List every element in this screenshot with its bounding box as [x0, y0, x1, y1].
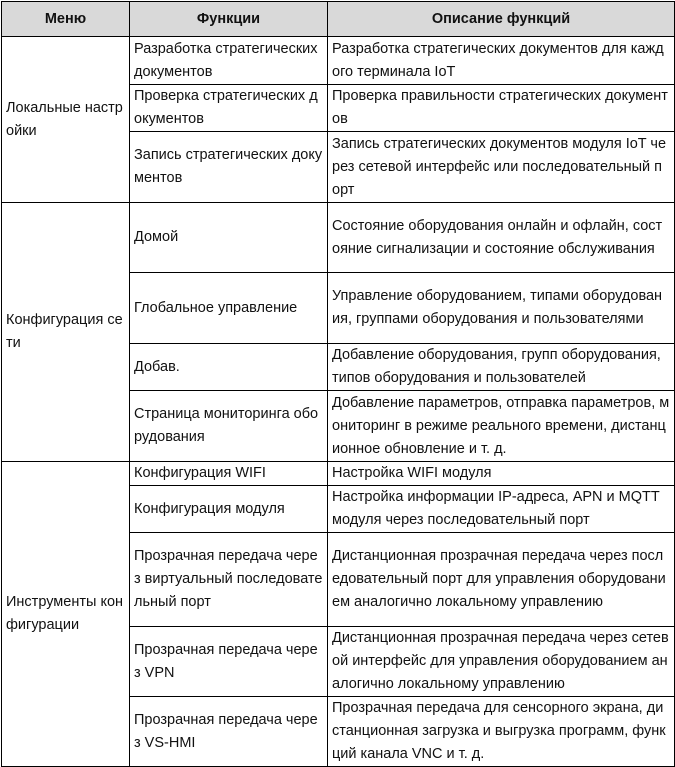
- function-cell: Разработка стратегических документов: [130, 37, 328, 85]
- table-row: [2, 203, 675, 273]
- function-cell: Глобальное управление: [130, 273, 328, 344]
- menu-cell-local-settings: Локальные настройки: [2, 37, 130, 203]
- menu-cell-config-tools: Инструменты конфигурации: [2, 462, 130, 767]
- function-cell: Прозрачная передача через виртуальный последовательный порт: [130, 533, 328, 627]
- function-cell: Страница мониторинга оборудования: [130, 391, 328, 462]
- table-row: [2, 37, 675, 85]
- description-cell: Добавление оборудования, групп оборудования, типов оборудования и пользователей: [328, 344, 675, 391]
- function-cell: Конфигурация модуля: [130, 486, 328, 533]
- description-cell: Дистанционная прозрачная передача через сетевой интерфейс для управления оборудованием аналогично локальному управлению: [328, 627, 675, 697]
- description-cell: Разработка стратегических документов для каждого терминала IoT: [328, 37, 675, 85]
- description-cell: Проверка правильности стратегических документов: [328, 85, 675, 132]
- description-cell: Прозрачная передача для сенсорного экрана, дистанционная загрузка и выгрузка программ, функций канала VNC и т. д.: [328, 697, 675, 767]
- function-cell: Добав.: [130, 344, 328, 391]
- description-cell: Добавление параметров, отправка параметров, мониторинг в режиме реального времени, дистанционное обновление и т. д.: [328, 391, 675, 462]
- description-cell: Управление оборудованием, типами оборудования, группами оборудования и пользователями: [328, 273, 675, 344]
- function-cell: Прозрачная передача через VPN: [130, 627, 328, 697]
- menu-cell-network-config: Конфигурация сети: [2, 203, 130, 462]
- function-cell: Конфигурация WIFI: [130, 462, 328, 486]
- header-functions: Функции: [130, 2, 328, 37]
- description-cell: Дистанционная прозрачная передача через последовательный порт для управления оборудованием аналогично локальному управлению: [328, 533, 675, 627]
- function-cell: Прозрачная передача через VS-HMI: [130, 697, 328, 767]
- header-description: Описание функций: [328, 2, 675, 37]
- header-row: [2, 2, 675, 37]
- description-cell: Настройка информации IP-адреса, APN и MQTT модуля через последовательный порт: [328, 486, 675, 533]
- function-cell: Проверка стратегических документов: [130, 85, 328, 132]
- function-cell: Запись стратегических документов: [130, 132, 328, 203]
- table-row: [2, 462, 675, 486]
- description-cell: Состояние оборудования онлайн и офлайн, состояние сигнализации и состояние обслуживания: [328, 203, 675, 273]
- header-menu: Меню: [2, 2, 130, 37]
- functions-table: [1, 1, 675, 767]
- function-cell: Домой: [130, 203, 328, 273]
- description-cell: Настройка WIFI модуля: [328, 462, 675, 486]
- description-cell: Запись стратегических документов модуля IoT через сетевой интерфейс или последовательный порт: [328, 132, 675, 203]
